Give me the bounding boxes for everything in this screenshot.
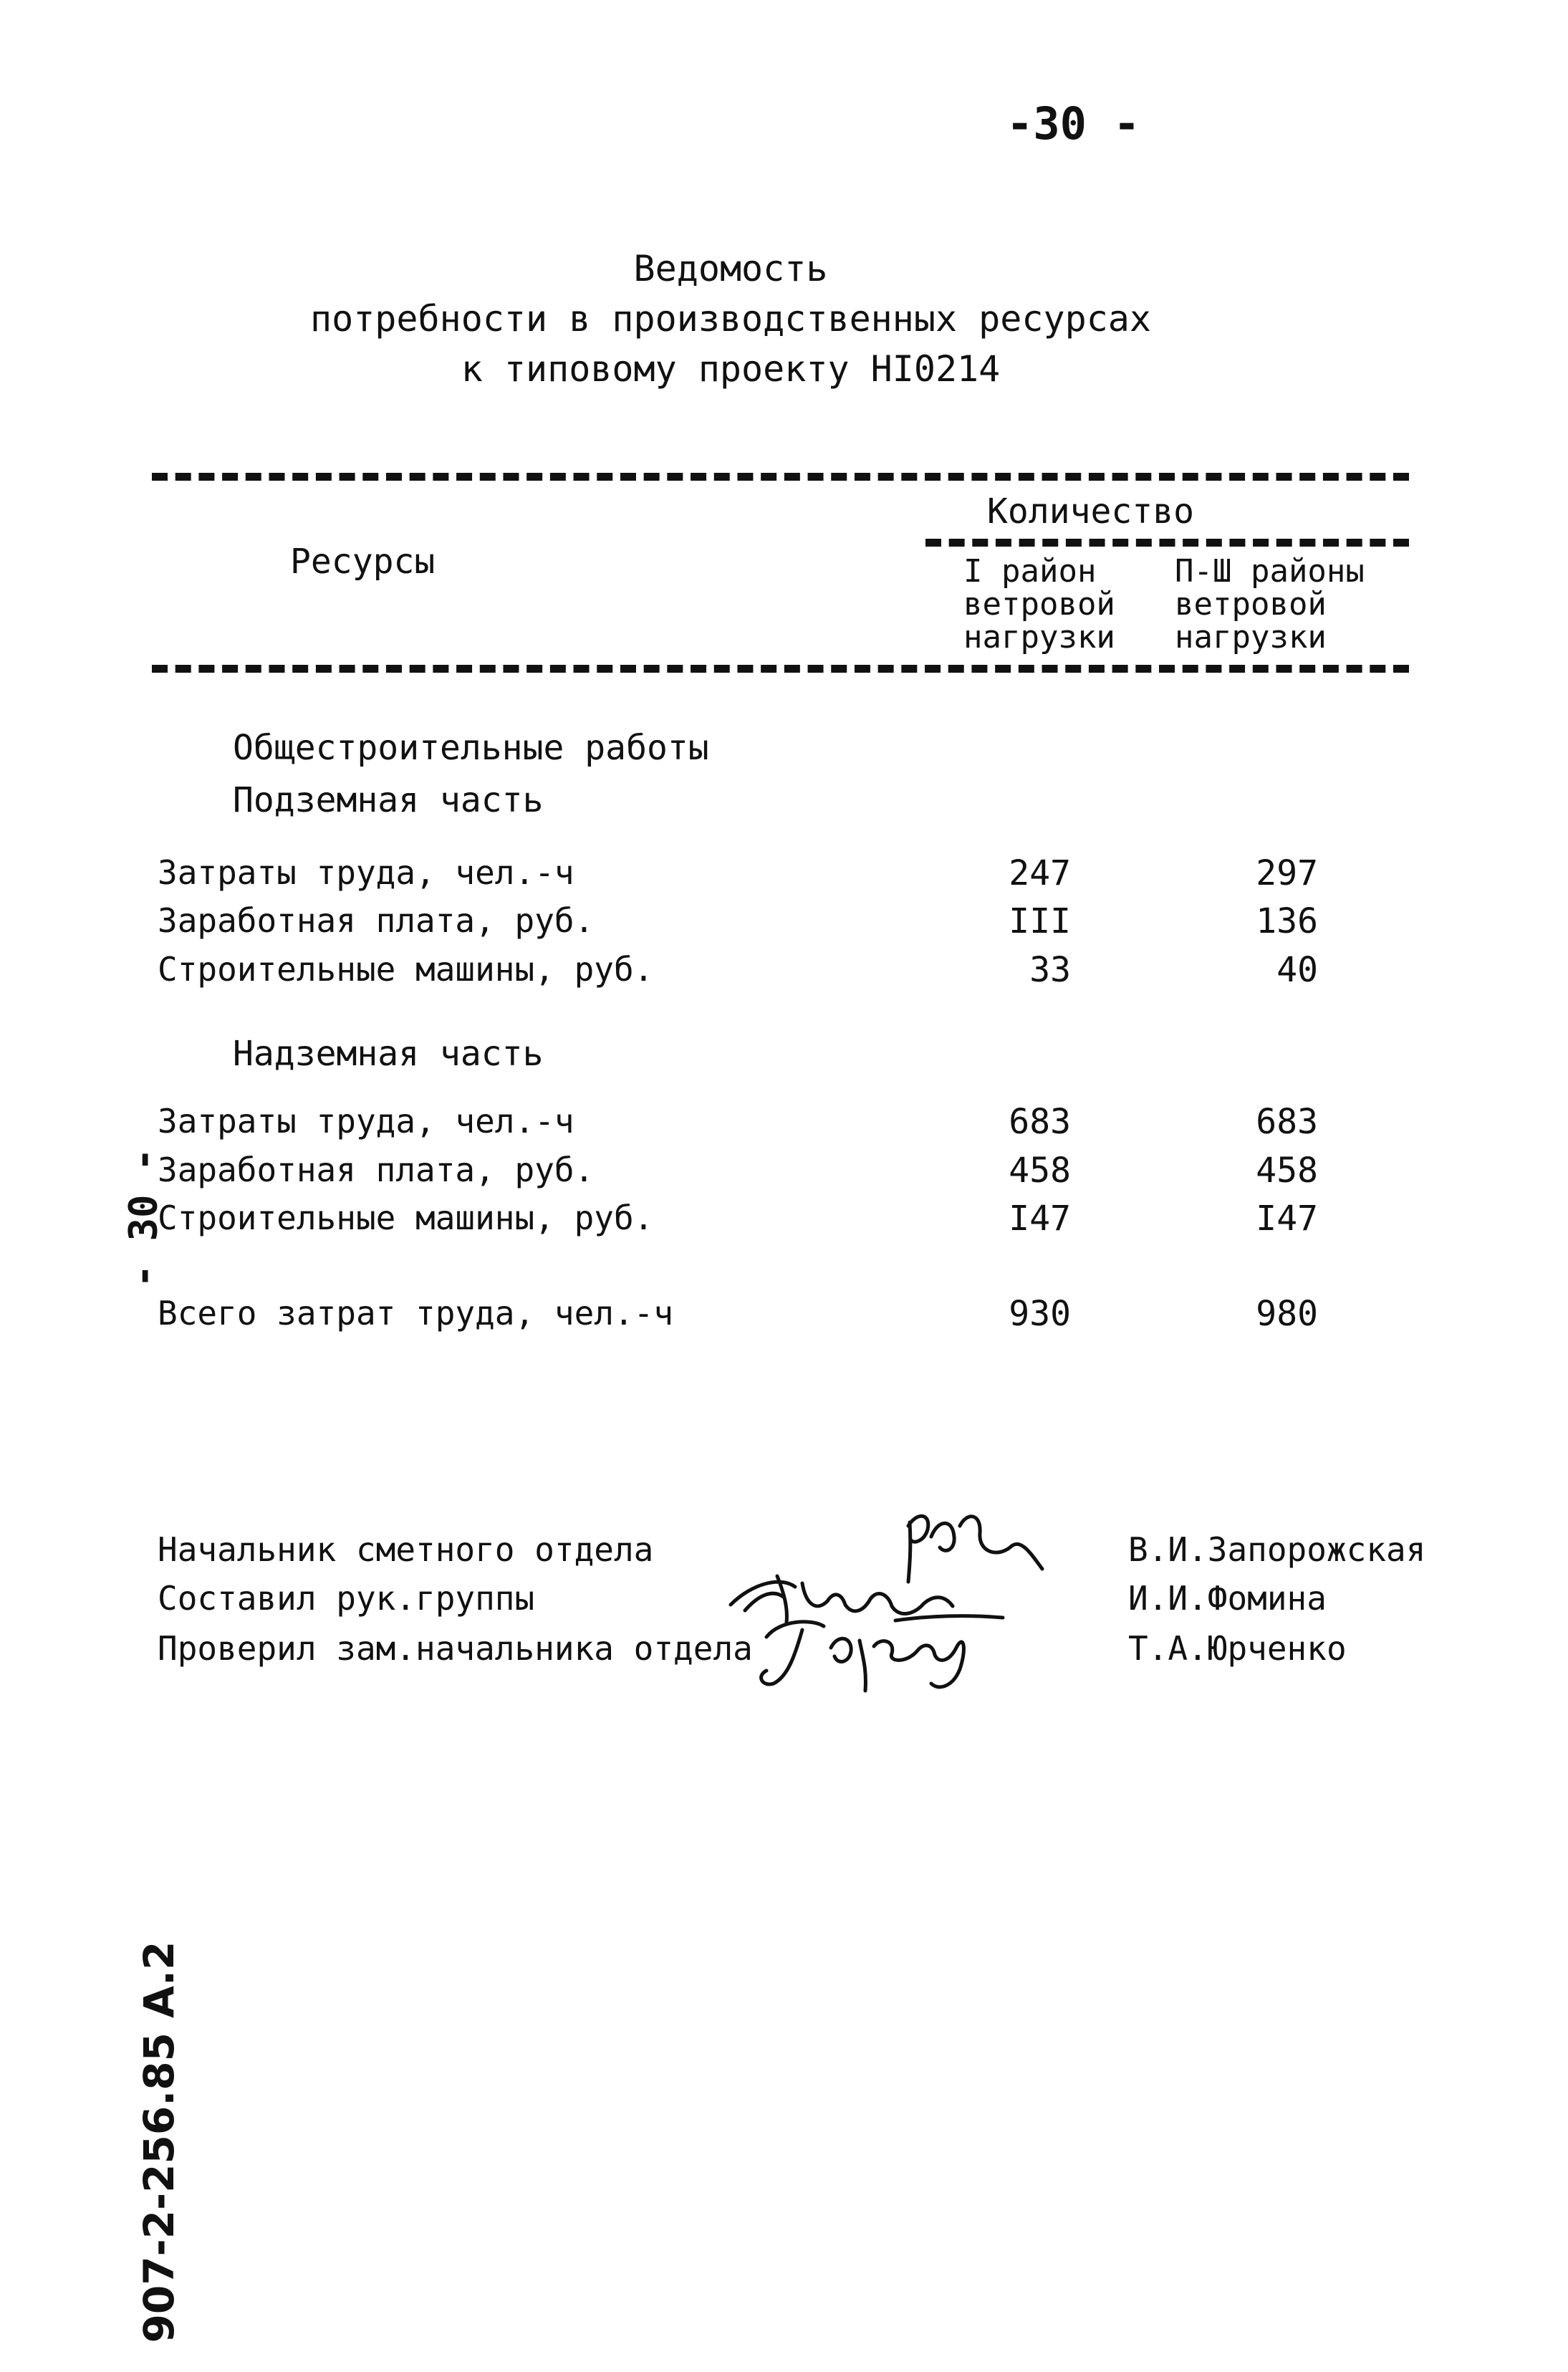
table-cell-zone-i: 247 (1009, 853, 1071, 893)
signature-name-1: В.И.Запорожская (1128, 1530, 1426, 1569)
table-row-label: Затраты труда, чел.-ч (158, 1102, 574, 1141)
total-row-label: Всего затрат труда, чел.-ч (158, 1294, 674, 1333)
signature-name-2: И.И.Фомина (1128, 1579, 1327, 1618)
signature-name-3: Т.А.Юрченко (1128, 1629, 1347, 1668)
table-cell-zone-ii-iii: 683 (1256, 1102, 1318, 1142)
table-cell-zone-i: 33 (1029, 950, 1071, 990)
signature-role-3: Проверил зам.начальника отдела (158, 1629, 753, 1668)
zone-i-header: I район ветровой нагрузки (963, 553, 1115, 656)
handwritten-signature-3 (745, 1605, 981, 1698)
title-line-3: к типовому проекту НІ0214 (461, 348, 1001, 390)
table-cell-zone-ii-iii: 458 (1256, 1151, 1318, 1191)
table-row-label: Строительные машины, руб. (158, 950, 654, 989)
table-row-label: Заработная плата, руб. (158, 1151, 595, 1189)
table-cell-zone-i: I47 (1009, 1199, 1071, 1239)
table-cell-zone-i: 458 (1009, 1151, 1071, 1191)
table-cell-zone-ii-iii: 136 (1256, 901, 1318, 941)
quantity-column-header: Количество (987, 491, 1194, 532)
table-cell-zone-ii-iii: 40 (1276, 950, 1318, 990)
total-cell-zone-ii-iii: 980 (1256, 1294, 1318, 1334)
table-top-rule (152, 473, 1409, 481)
document-code: 907-2-256.85 А.2 (135, 1941, 183, 2343)
resource-column-header: Ресурсы (290, 542, 436, 582)
total-cell-zone-i: 930 (1009, 1294, 1071, 1334)
table-cell-zone-i: III (1009, 901, 1071, 941)
table-cell-zone-i: 683 (1009, 1102, 1071, 1142)
table-header-bottom-rule (152, 665, 1409, 673)
page-number: -30 - (1006, 97, 1140, 150)
table-cell-zone-ii-iii: I47 (1256, 1199, 1318, 1239)
section-general-works: Общестроительные работы (233, 728, 709, 768)
signature-role-1: Начальник сметного отдела (158, 1530, 654, 1569)
title-line-1: Ведомость (633, 248, 828, 289)
margin-page-mark: - 30 - (120, 1148, 166, 1288)
table-row-label: Затраты труда, чел.-ч (158, 853, 574, 892)
section-underground: Подземная часть (233, 780, 544, 820)
signature-role-2: Составил рук.группы (158, 1579, 535, 1618)
quantity-header-rule (925, 539, 1409, 547)
zone-ii-iii-header: П-Ш районы ветровой нагрузки (1175, 553, 1365, 656)
table-row-label: Строительные машины, руб. (158, 1199, 654, 1237)
title-line-2: потребности в производственных ресурсах (310, 298, 1151, 340)
section-aboveground: Надземная часть (233, 1034, 544, 1074)
table-cell-zone-ii-iii: 297 (1256, 853, 1318, 893)
table-row-label: Заработная плата, руб. (158, 901, 595, 940)
